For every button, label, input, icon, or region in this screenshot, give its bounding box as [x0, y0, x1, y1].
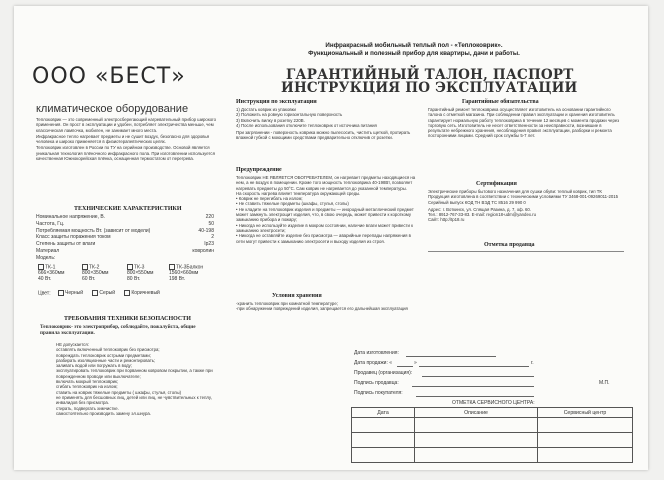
list-item: • Коврик не перегибать на излом;: [236, 196, 303, 202]
warning-text: [236, 175, 416, 244]
list-item: • Никогда не используйте изделие в мокром состоянии, наличие влаги может привести к замыканию электросети;: [236, 222, 413, 233]
list-item: • Не ставить тяжелые предметы (шкафы, стулья, столы): [236, 201, 349, 207]
made-date-label: Дата изготовления:: [354, 350, 399, 356]
list-item: -при обнаружении повреждений изделия, запрещается его дальнейшая эксплуатация: [236, 306, 408, 312]
table-row[interactable]: [352, 418, 633, 433]
top-header-line1: Инфракрасный мобильный теплый пол - «Теплоковрик».: [325, 42, 503, 49]
list-item: 2) Положить на ровную горизонтальную поверхность: [236, 112, 343, 118]
spec-row: Класс защиты поражения током 2: [36, 234, 214, 241]
safety-list: [56, 342, 218, 416]
sale-date-year-suffix: г.: [531, 360, 534, 366]
intro-text: [36, 117, 216, 162]
service-title: ОТМЕТКА СЕРВИСНОГО ЦЕНТРА:: [452, 400, 535, 406]
spec-row: Номинальное напряжение, В. 220: [36, 214, 214, 220]
warning-title: Предупреждение: [236, 167, 282, 173]
seller-label: Продавец (организация):: [354, 370, 413, 376]
storage-list: [236, 301, 416, 312]
sale-month-field[interactable]: [419, 366, 529, 367]
manual-title: ИНСТРУКЦИЯ ПО ЭКСПЛУАТАЦИИ: [281, 80, 578, 96]
usage-list: [236, 107, 416, 141]
top-header-line2: Функциональный и полезный прибор для квартиры, дачи и работы.: [308, 49, 520, 57]
seller-field[interactable]: [422, 376, 534, 377]
passport-sheet: [14, 6, 648, 470]
list-item: 1) Достать коврик из упаковки: [236, 107, 296, 112]
list-item: • Никогда не оставляйте изделие без присмотра — аварийные перепады напряжения в сети могут привести к замыканию электросети и выходу изделия из строя.: [236, 233, 411, 244]
seller-sign-field[interactable]: [412, 386, 534, 387]
warning-para: Теплоковрик НЕ ЯВЛЯЕТСЯ ОБОГРЕВАТЕЛЕМ, он нагревает предметы находящиеся на нем, а не воздух в помещении. Кроме того мощность теплоковрика 40-198Вт, позволяет нагревать предметы до 50°С. Сам коврик не нагревается до указанной температуры.: [236, 175, 416, 191]
intro-para-1: Теплоковрик — это современный электросберегающий нагревательный прибор широкого применения. Он прост в эксплуатации и удобен, потребляет электричества меньше, чем классическая лампочка, мобилен, не занимает много места.: [36, 117, 217, 133]
list-item: оставлять включенный теплоковрик без присмотра;: [56, 347, 160, 353]
intro-para-3: Теплоковрик изготовлен в России по ТУ на серийном производстве. Основой является уникальная технология плёночного инфракрасного пола. При изготовлении используется качественная Южнокорейская плёнка, оснащенная термостатом от перегрева.: [36, 145, 215, 162]
list-item: включать мокрый теплоковрик;: [56, 379, 119, 385]
usage-title: Инструкция по эксплуатации: [236, 99, 317, 105]
table-row[interactable]: [352, 448, 633, 463]
safety-forbidden-title: НЕ допускается:: [56, 342, 89, 347]
sale-day-field[interactable]: [397, 366, 413, 367]
certification-body: Электрические приборы бытового назначения для сушки обуви: теплый коврик, тип ТК Продукция изготовлена в соответствии с техническими условиями ТУ 3468-001-09269011-2015: [428, 189, 619, 200]
list-item: эксплуатировать теплоковрик при порванном ковровом покрытии, а также при поврежденном проводе или выключателе;: [56, 368, 213, 379]
warranty-obligations-title: Гарантийные обязательства: [462, 99, 539, 105]
usage-note: При загрязнении - поверхность коврика можно пылесосить, чистить щеткой, протирать влажной губкой с моющими средствами предварительно отключив от розетки.: [236, 130, 411, 141]
top-header: [264, 42, 564, 57]
stamp-label: М.П.: [599, 380, 610, 386]
service-table: [351, 407, 633, 463]
buyer-sign-label: Подпись покупателя:: [354, 390, 403, 396]
list-item: 3) Включить вилку в розетку 220В.: [236, 117, 305, 123]
list-item: -хранить теплоковрик при комнатной температуре;: [236, 301, 338, 306]
certification-serial: Серийный выпуск КОД ТН ВЭД ТС 8516 29 990 0: [428, 199, 526, 205]
table-row[interactable]: [352, 433, 633, 448]
color-checkbox[interactable]: [58, 290, 64, 296]
certification-phone: Тел.: 8912-767-33-83. E-mail: region18-udm@yandex.ru: [428, 212, 536, 218]
made-date-field[interactable]: [406, 356, 496, 357]
spec-row: Частота, Гц. 50: [36, 220, 214, 227]
spec-row: Материал ковролин: [36, 247, 214, 254]
spec-row: Степень защиты от влаги Ip23: [36, 241, 214, 248]
list-item: ставить на коврик тяжелые предметы ( шкафы, стулья, столы): [56, 389, 182, 395]
service-col-date: Дата: [352, 408, 415, 418]
model-tk3: ТК-3 800×550мм 80 Вт.: [127, 264, 154, 282]
service-col-center: Сервисный центр: [538, 408, 633, 418]
spec-row: Потребляемая мощность Вт. (зависит от модели) 40-198: [36, 227, 214, 234]
spec-row: Модель:: [36, 254, 56, 261]
warranty-title: ГАРАНТИЙНЫЙ ТАЛОН, ПАСПОРТ: [286, 67, 574, 83]
sale-mark-divider: [428, 251, 624, 252]
model-tk1: ТК-1 666×360мм 40 Вт.: [38, 264, 65, 282]
specs-table: [36, 214, 214, 262]
storage-title: Условия хранения: [272, 293, 322, 299]
list-item: самостоятельно производить замену эл.шнура.: [56, 410, 151, 416]
list-item: не применять для бесшовных лиц, детей или лиц, не чувствительных к теплу, инвалидов без присмотра.: [56, 394, 212, 406]
intro-para-2: Инфракрасное тепло нагревает предметы и не сушит воздух, безопасно для здоровья человека и широко применяется в физиотерапевтических целях.: [36, 133, 210, 145]
sale-date-quote: »: [414, 360, 417, 366]
safety-title: ТРЕБОВАНИЯ ТЕХНИКИ БЕЗОПАСНОСТИ: [64, 316, 191, 322]
buyer-sign-field[interactable]: [416, 396, 534, 397]
company-subtitle: климатическое оборудование: [36, 103, 189, 115]
list-item: • Не кладите на теплоковрик изделия и предметы — инородный металлический предмет может замкнуть электрощит изделия, что, в свою очередь, может привести к короткому замыканию прибора и пожару;: [236, 206, 414, 223]
model-tk2: ТК-2 800×350мм 60 Вт.: [82, 264, 109, 282]
model-tk3-balcony: ТК-3Бaлкон 1560×660мм 198 Вт.: [169, 264, 204, 282]
color-checkbox[interactable]: [92, 290, 98, 296]
list-item: 4) После использования отключите теплоковрик от источника питания: [236, 122, 377, 128]
list-item: сгибать теплоковрик на излом;: [56, 384, 118, 390]
sale-date-label: Дата продажи: «: [354, 360, 393, 366]
certification-site: Сайт: http://tp18.ru: [428, 217, 465, 223]
sale-mark-title: Отметка продавца: [484, 242, 535, 248]
warranty-obligations-text: Гарантийный ремонт теплоковрика осуществляет изготовитель на основании гарантийного талона с отметкой магазина. При соблюдении правил эксплуатации и хранения изготовитель гарантирует нормальную работу теплоковрика в течение 12 месяцев с момента продажи через торговую сеть. Изготовитель не несет ответственности за неисправности, возникшие в результате небрежного хранения, несоблюдения правил эксплуатации, разборки и ремонта посторонними лицами. Средний срок службы 5-7 лет.: [428, 107, 620, 139]
list-item: повреждать теплоковрик острыми предметами;: [56, 352, 151, 358]
list-item: заливать водой или погружать в воду;: [56, 363, 132, 369]
specs-title: ТЕХНИЧЕСКИЕ ХАРАКТЕРИСТИКИ: [74, 206, 182, 212]
certification-text: [428, 189, 624, 223]
company-name: ООО «БЕСТ»: [32, 64, 186, 89]
safety-lead: Теплоковрик- это электроприбор, соблюдайте, пожалуйста, общие правила эксплуатации.: [40, 324, 196, 336]
list-item: разбирать изоляционные части и ремонтировать;: [56, 357, 156, 363]
certification-address: Адрес: г. Воткинск, ул. Спящая Разина, д. 7, оф. 60.: [428, 206, 532, 212]
seller-sign-label: Подпись продавца:: [354, 380, 399, 386]
list-item: стирать, подвергать химчистке.: [56, 405, 119, 411]
service-col-description: Описание: [415, 408, 538, 418]
color-row: Цвет: Черный Серый Коричневый: [38, 290, 160, 297]
color-checkbox[interactable]: [124, 290, 130, 296]
certification-title: Сертификация: [476, 181, 517, 187]
warning-para: На скорость нагрева влияет температура окружающей среды.: [236, 190, 361, 196]
